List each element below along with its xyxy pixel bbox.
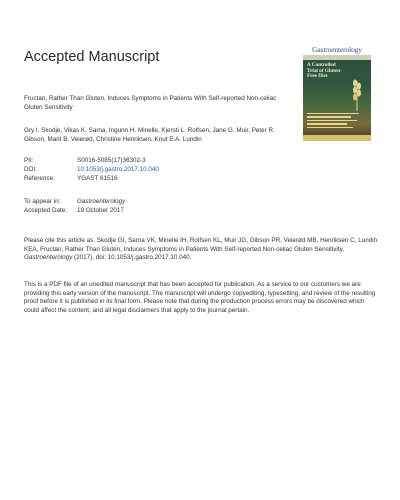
cover-top-band <box>303 55 371 60</box>
cover-contents-lines <box>307 113 363 130</box>
cover-image <box>303 55 371 141</box>
page-title: Accepted Manuscript <box>24 49 160 65</box>
article-authors: Gry I. Skodje, Vikas K. Sarna, Ingunn H. Minelle, Kjersti L. Rolfsen, Jane G. Muir, Peter R. Gibson, Marit B. Veierød, Christine Henriksen, Knut E.A. Lundin <box>24 127 275 143</box>
cover-headline: A Controlled Trial of Gluten-Free Diet <box>307 62 342 80</box>
pii-value: S0016-5085(17)36302-3 <box>77 157 146 164</box>
journal-cover <box>301 45 373 143</box>
citation-journal: Gastroenterology <box>24 254 73 262</box>
doi-label: DOI: <box>24 166 37 173</box>
citation-paragraph <box>24 237 380 263</box>
appear-label: To appear in: <box>24 198 61 205</box>
reference-label: Reference: <box>24 175 55 182</box>
article-title: Fructan, Rather Than Gluten, Induces Symptoms in Patients With Self-reported Non-celiac Gluten Sensitivity <box>24 95 277 111</box>
citation-suffix: (2017), doi: 10.1053/j.gastro.2017.10.040. <box>72 254 192 262</box>
wheat-illustration <box>347 73 367 111</box>
reference-value: YGAST 61516 <box>77 175 118 182</box>
citation-text: Please cite this article as: Skodje GI, Sarna VK, Minelle IH, Rolfsen KL, Muir JG, Gibson PR, Veierød MB, Henriksen C, Lundin KEA, Fructan, Rather Than Gluten, Induces Symptoms in Patients With Self-reported Non-celiac Gluten Sensitivity, <box>24 237 378 253</box>
cover-journal-name: Gastroenterology <box>312 45 362 54</box>
pii-label: PII: <box>24 157 34 164</box>
accepted-value: 19 October 2017 <box>77 207 124 214</box>
appear-value: Gastroenterology <box>77 198 126 205</box>
doi-link[interactable]: 10.1053/j.gastro.2017.10.040 <box>77 166 159 173</box>
cover-footer-band <box>303 135 371 141</box>
accepted-label: Accepted Date: <box>24 207 68 214</box>
manuscript-notice: This is a PDF file of an unedited manuscript that has been accepted for publication. As a service to our customers we are providing this early version of the manuscript. The manuscript will undergo copyediting, typesetting, and review of the resulting proof before it is published in its final form. Please note that during the production process errors may be discovered which could affect the content, and all legal disclaimers that apply to the journal pertain. <box>24 281 376 314</box>
